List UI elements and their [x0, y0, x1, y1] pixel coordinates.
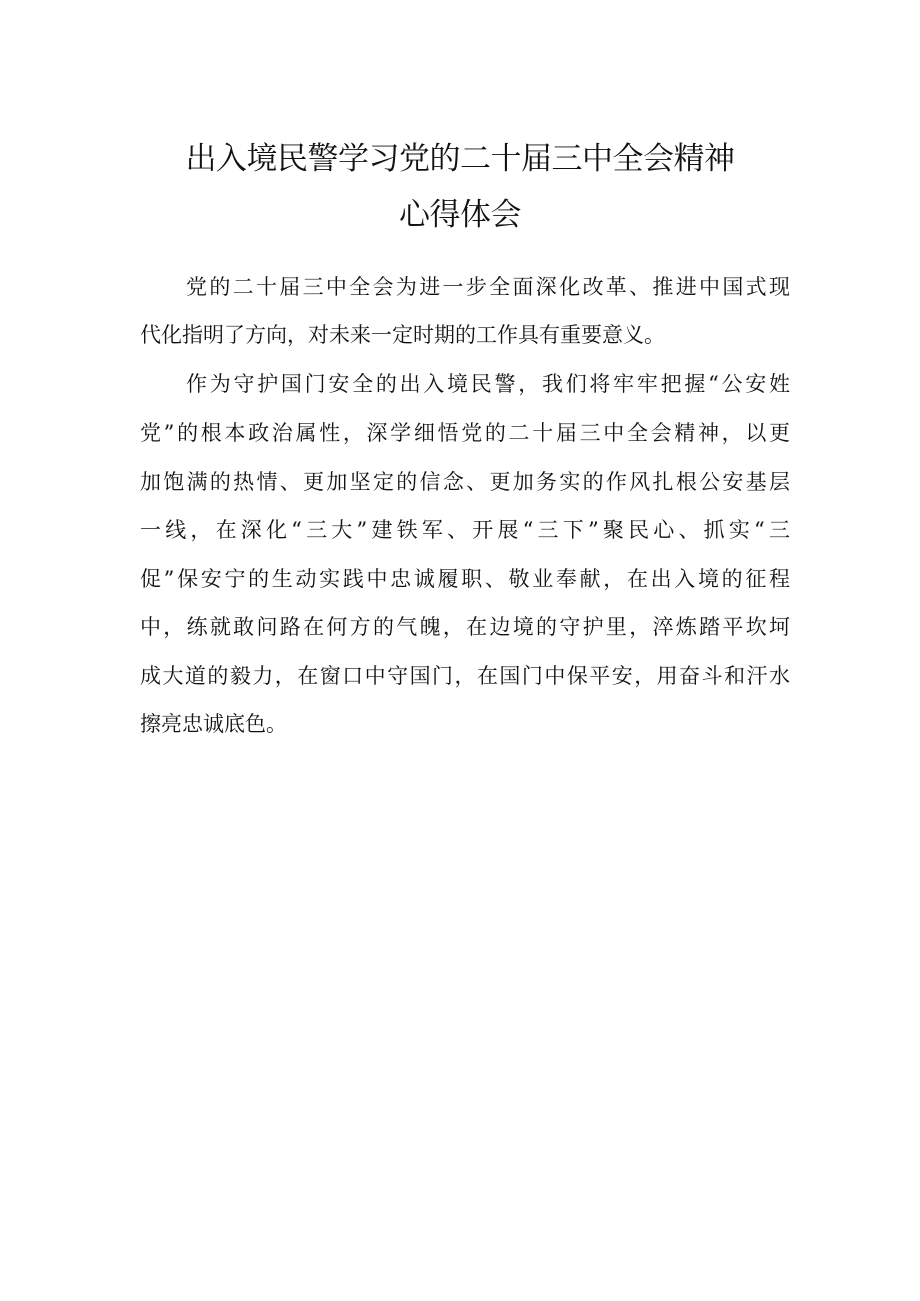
- document-title-line-2: 心得体会: [399, 197, 521, 233]
- paragraph-2-line-6: 中，练就敢问路在何方的气魄，在边境的守护里，淬炼踏平坎坷: [140, 615, 790, 639]
- paragraph-2-line-3: 加饱满的热情、更加坚定的信念、更加务实的作风扎根公安基层: [140, 470, 790, 494]
- paragraph-2-line-4: 一线，在深化“三大”建铁军、开展“三下”聚民心、抓实“三: [140, 518, 790, 542]
- paragraph-2-line-5: 促”保安宁的生动实践中忠诚履职、敬业奉献，在出入境的征程: [140, 567, 790, 591]
- paragraph-2-line-1: 作为守护国门安全的出入境民警，我们将牢牢把握“公安姓: [186, 372, 790, 396]
- paragraph-1-line-2: 代化指明了方向，对未来一定时期的工作具有重要意义。: [140, 323, 665, 347]
- document-title-line-1: 出入境民警学习党的二十届三中全会精神: [185, 141, 735, 177]
- paragraph-1-line-1: 党的二十届三中全会为进一步全面深化改革、推进中国式现: [186, 275, 790, 299]
- paragraph-2-line-7: 成大道的毅力，在窗口中守国门，在国门中保平安，用奋斗和汗水: [140, 664, 790, 688]
- paragraph-2-line-8: 擦亮忠诚底色。: [140, 712, 287, 736]
- paragraph-2-line-2: 党”的根本政治属性，深学细悟党的二十届三中全会精神，以更: [140, 421, 790, 445]
